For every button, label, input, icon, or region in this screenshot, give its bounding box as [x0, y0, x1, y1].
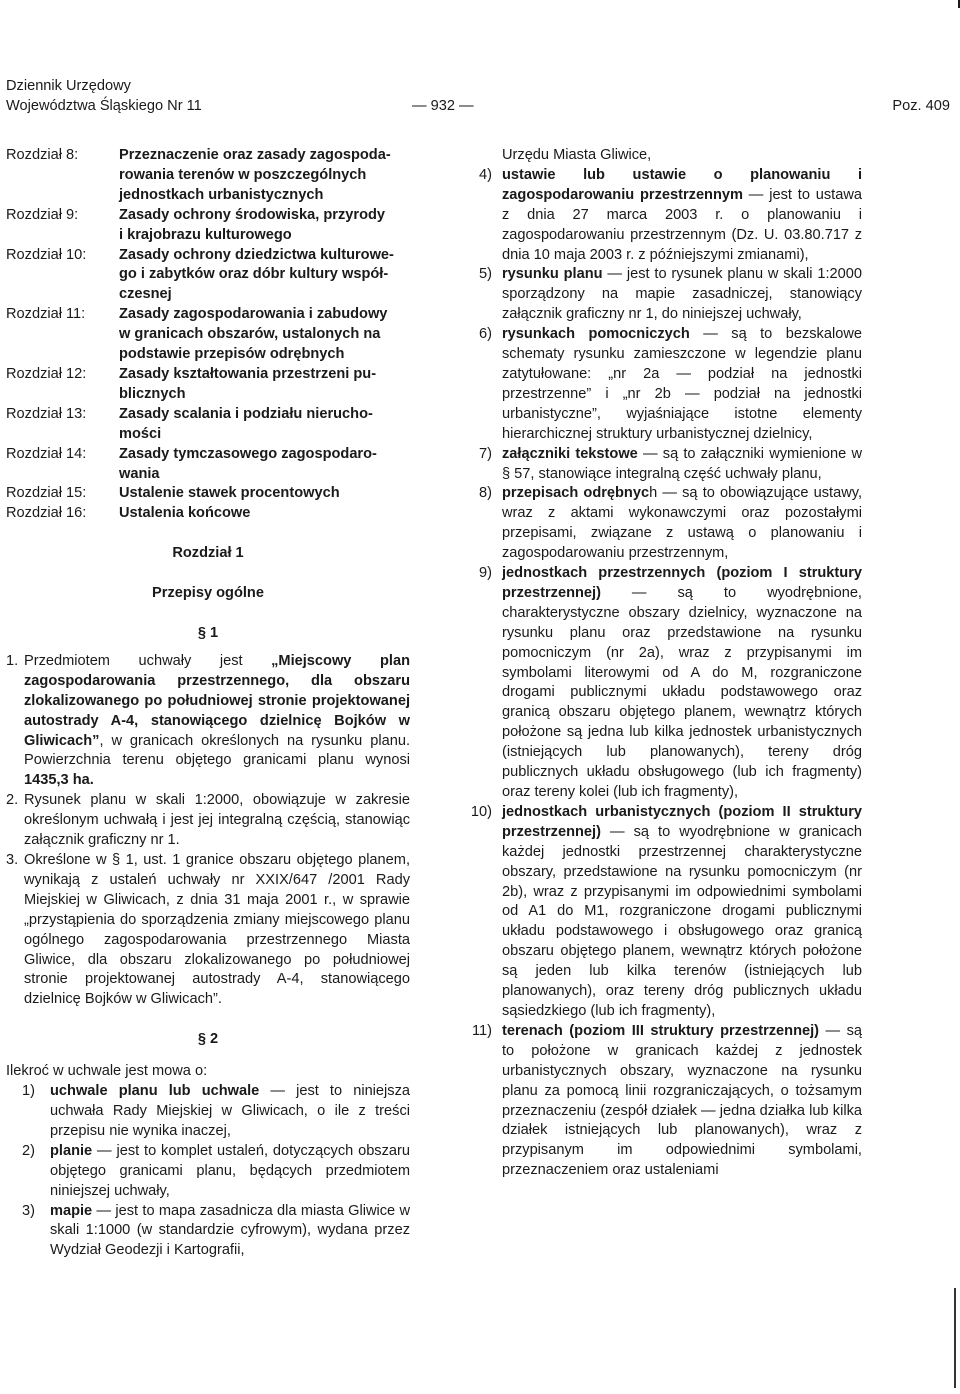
definition-item: 9) jednostkach przestrzennych (poziom I struktury przestrzennej) — są to wyodrębnione, charakterystyczne obszary dzielnicy, wyznaczone na rysunku planu oraz przedstawione na rysunku pomocniczym (nr 2a), wraz z przypisanymi im symbolami literowymi od A do M, rozgraniczone drogami publicznymi układu podstawowego oraz granicą obszaru objętego planem, wewnątrz których położone są jedna lub kilka jednostek urbanistycznych (istniejących lub planowanych), tereny dróg publicznych układu obsługowego (lub ich fragmenty) oraz tereny kolei (lub ich fragmenty),: [479, 565, 862, 800]
definition-item: 7) załączniki tekstowe — są to załączniki wymienione w § 57, stanowiące integralną część uchwały planu,: [479, 445, 862, 482]
toc-item: Rozdział 14: Zasady tymczasowego zagospodaro- wania: [6, 445, 377, 482]
toc-item: Rozdział 8: Przeznaczenie oraz zasady zagospoda- rowania terenów w poszczególnych jednostkach urbanistycznych: [6, 147, 391, 203]
section-1-point-1: 1. Przedmiotem uchwały jest „Miejscowy plan zagospodarowania przestrzennego, dla obszaru zlokalizowanego po południowej stronie projektowanej autostrady A-4, stanowiącego dzielnicę Bojków w Gliwicach”, w granicach określonych na rysunku planu. Powierzchnia terenu objętego granicami planu wynosi 1435,3 ha.: [6, 652, 410, 789]
journal-subtitle: Województwa Śląskiego Nr 11: [6, 98, 202, 114]
toc-item: Rozdział 15: Ustalenie stawek procentowych: [6, 485, 340, 502]
left-column: [6, 146, 410, 1261]
toc-item: Rozdział 12: Zasady kształtowania przestrzeni pu- blicznych: [6, 365, 377, 402]
position-number: Poz. 409: [892, 98, 950, 114]
definition-item: 11) terenach (poziom III struktury przestrzennej) — są to położone w granicach każdej z jednostek urbanistycznych obszary, wyznaczone na rysunku planu za pomocą linii rozgraniczających, o tożsamym przeznaczeniu (zespół działek — jedna działka lub kilka działek istniejących lub planowanych), wraz z przypisanym im odpowiednimi symbolami, przeznaczeniem oraz ustaleniami: [471, 1022, 862, 1179]
journal-title: Dziennik Urzędowy: [6, 78, 131, 94]
section-1-point-2: 2. Rysunek planu w skali 1:2000, obowiązuje w zakresie określonym uchwałą i jest jej integralną częścią, stanowiąc załącznik graficzny nr 1.: [6, 792, 410, 849]
paragraph-2-heading: § 2: [197, 1031, 219, 1048]
page-number: — 932 —: [412, 98, 474, 114]
toc-item: Rozdział 9: Zasady ochrony środowiska, przyrody i krajobrazu kulturowego: [6, 206, 386, 243]
toc-item: Rozdział 16: Ustalenia końcowe: [6, 505, 251, 522]
edge-mark: [954, 1288, 956, 1388]
definition-item: 5) rysunku planu — jest to rysunek planu w skali 1:2000 sporządzony na mapie zasadniczej, stanowiący załącznik graficzny nr 1, do niniejszej uchwały,: [479, 266, 862, 323]
definition-item: 1) uchwale planu lub uchwale — jest to niniejsza uchwała Rady Miejskiej w Gliwicach, o ile z treści przepisu nie wynika inaczej,: [22, 1083, 410, 1139]
continuation-text: Urzędu Miasta Gliwice,: [502, 147, 652, 163]
right-column: [466, 146, 862, 1181]
chapter-subheading: Przepisy ogólne: [152, 585, 264, 602]
toc-item: Rozdział 13: Zasady scalania i podziału nierucho- mości: [6, 405, 373, 442]
chapter-list: [6, 146, 410, 524]
definitions-intro: Ilekroć w uchwale jest mowa o:: [6, 1063, 208, 1080]
definition-item: 4) ustawie lub ustawie o planowaniu i zagospodarowaniu przestrzennym — jest to ustawa z dnia 27 marca 2003 r. o planowaniu i zagospodarowaniu przestrzennym (Dz. U. 03.80.717 z dnia 10 maja 2003 r. z późniejszymi zmianami),: [479, 166, 862, 263]
chapter-heading: Rozdział 1: [172, 545, 244, 562]
definition-item: 3) mapie — jest to mapa zasadnicza dla miasta Gliwice w skali 1:1000 (w standardzie cyfrowym), wydana przez Wydział Geodezji i Kartografii,: [22, 1202, 410, 1259]
toc-item: Rozdział 10: Zasady ochrony dziedzictwa kulturowe- go i zabytków oraz dóbr kultury współ- czesnej: [6, 246, 394, 303]
definition-item: 2) planie — jest to komplet ustaleń, dotyczących obszaru objętego granicami planu, będących przedmiotem niniejszej uchwały,: [22, 1142, 410, 1199]
page-header: [6, 76, 956, 120]
definition-item: 8) przepisach odrębnych — są to obowiązujące ustawy, wraz z aktami wykonawczymi oraz pozostałymi przepisami, związane z ustawą o planowaniu i zagospodarowaniu przestrzennym,: [479, 485, 863, 562]
section-1-point-3: 3. Określone w § 1, ust. 1 granice obszaru objętego planem, wynikają z ustaleń uchwały nr XXIX/647 /2001 Rady Miejskiej w Gliwicach, z dnia 31 maja 2001 r., w sprawie „przystąpienia do sporządzenia zmiany miejscowego planu ogólnego zagospodarowania przestrzennego Miasta Gliwice, dla obszaru zlokalizowanego po południowej stronie projektowanej autostrady A-4, stanowiącego dzielnicę Bojków w Gliwicach”.: [6, 852, 410, 1008]
definition-item: 6) rysunkach pomocniczych — są to bezskalowe schematy rysunku zamieszczone w legendzie planu zatytułowane: „nr 2a — podział na jednostki przestrzenne” i „nr 2b — podział na jednostki urbanistyczne”, wyjaśniające istotne elementy hierarchicznej struktury urbanistycznej dzielnicy,: [479, 326, 862, 442]
definition-item: 10) jednostkach urbanistycznych (poziom II struktury przestrzennej) — są to wyodrębnione w granicach każdej jednostki przestrzennej charakterystyczne obszary, przedstawione na rysunku pomocniczym (nr 2b), wraz z przypisanymi im odpowiednimi symbolami od A1 do M1, rozgraniczone drogami publicznymi układu podstawowego i obsługowego oraz granicą obszaru objętego planem, wewnątrz których położone są jeden lub kilka terenów (istniejących lub planowanych), oraz tereny dróg publicznych układu sąsiedzkiego (lub ich fragmenty),: [470, 803, 862, 1019]
toc-item: Rozdział 11: Zasady zagospodarowania i zabudowy w granicach obszarów, ustalonych na podstawie przepisów odrębnych: [6, 306, 388, 363]
paragraph-1-heading: § 1: [197, 625, 219, 642]
